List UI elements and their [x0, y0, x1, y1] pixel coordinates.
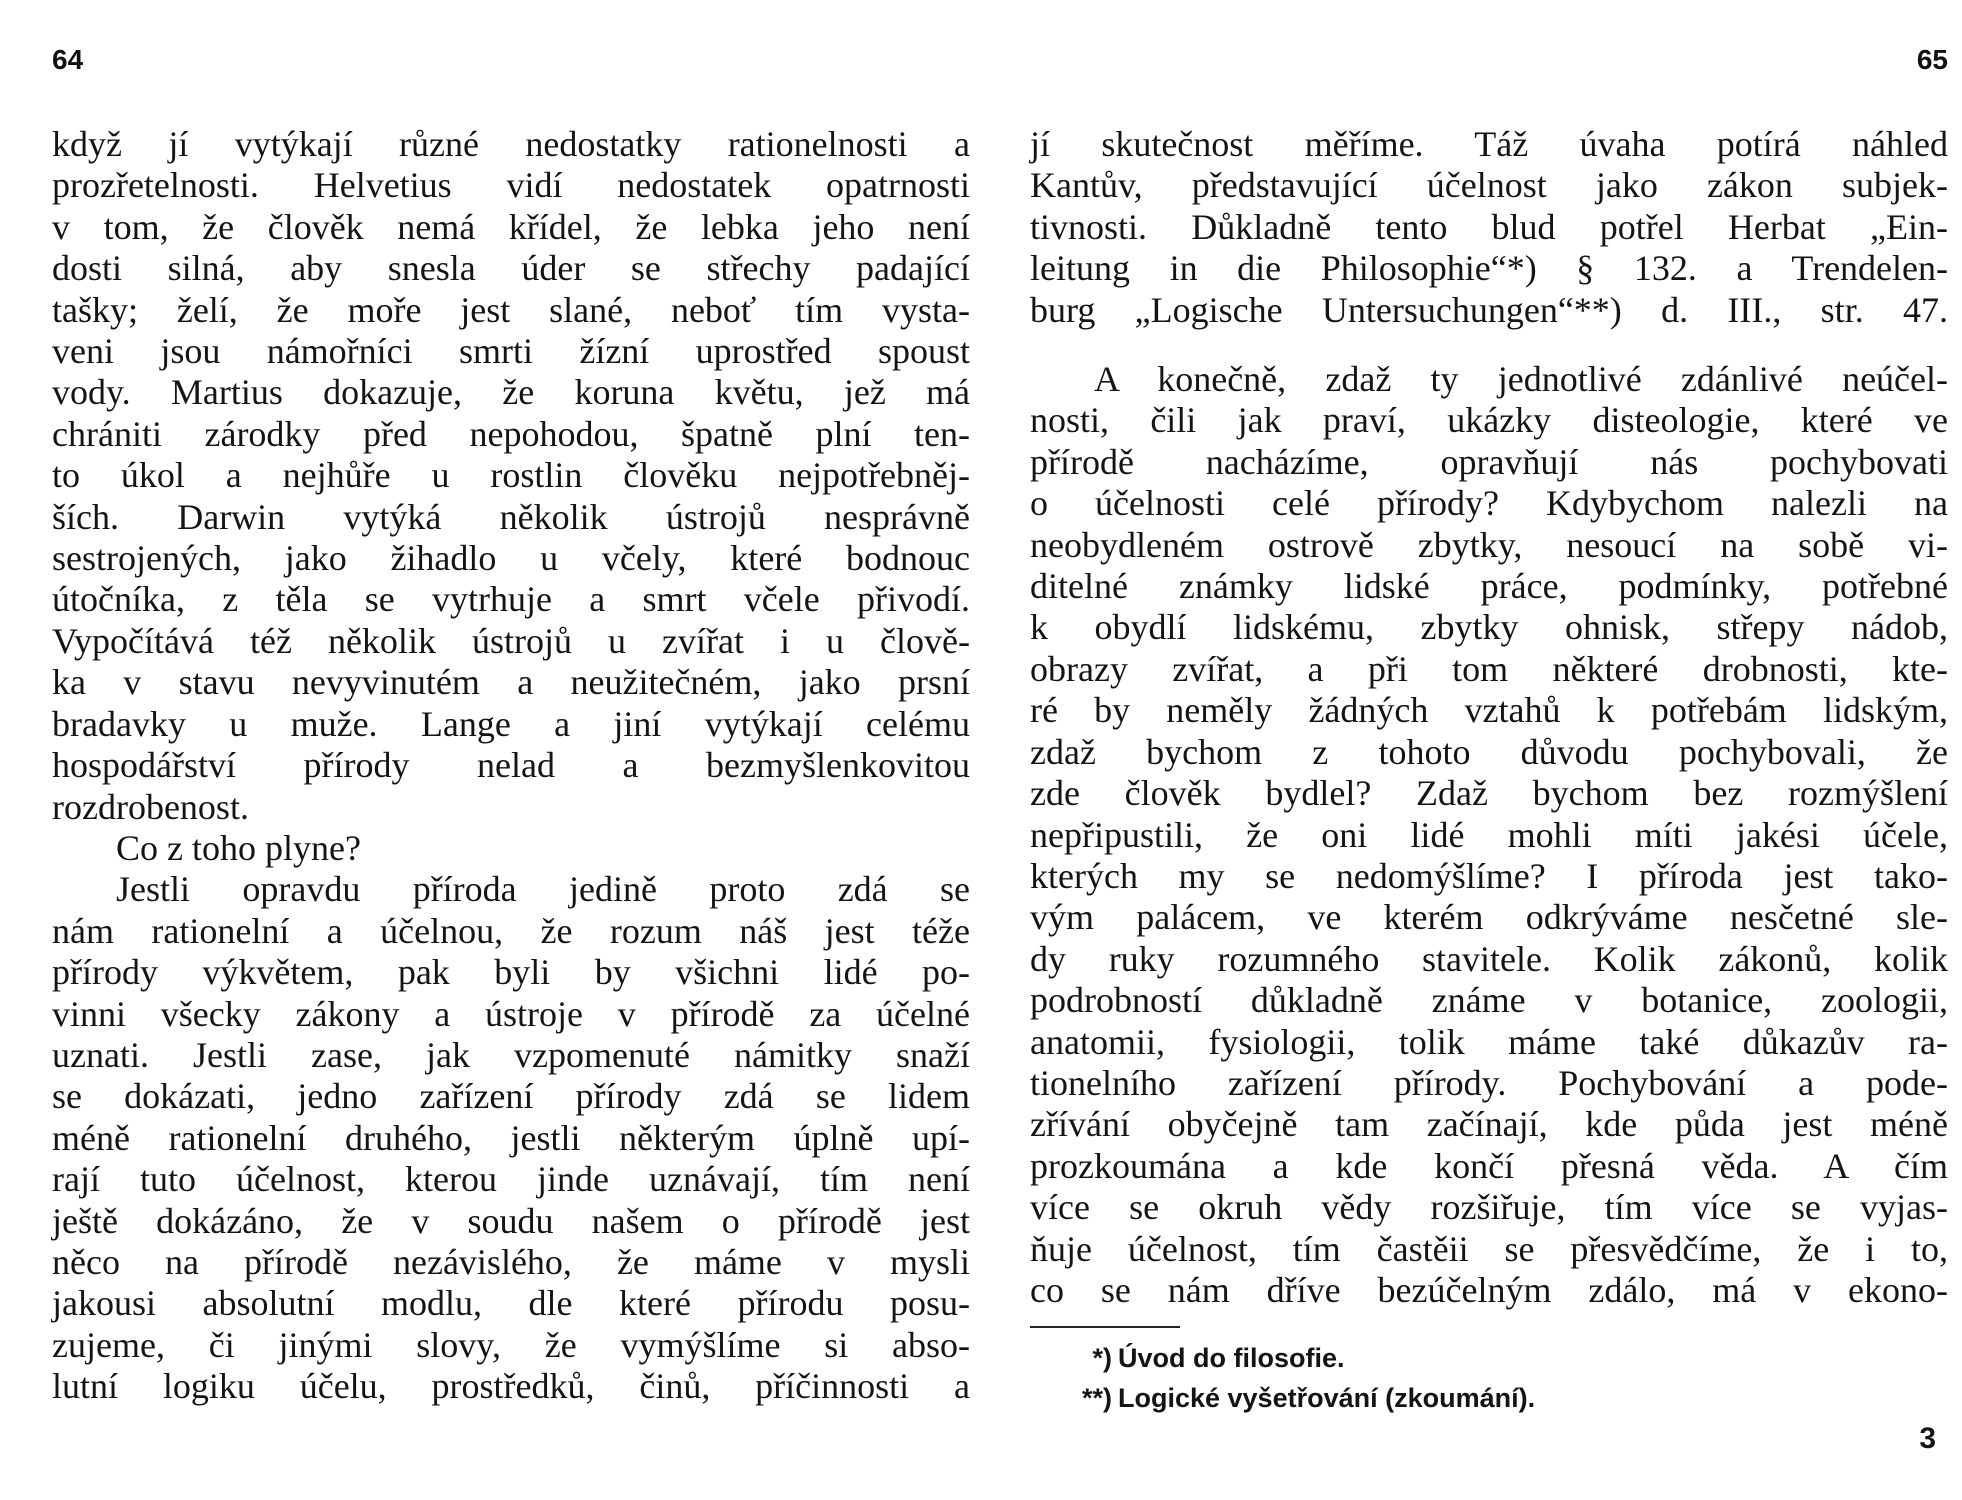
text-line: prozkoumána a kde končí přesná věda. A čím — [1030, 1145, 1948, 1186]
footnote — [1064, 1338, 1535, 1378]
text-line: nepřipustili, že oni lidé mohli míti jakési účele, — [1030, 814, 1948, 855]
text-line: rozdrobenost. — [52, 786, 249, 827]
text-line: se dokázati, jedno zařízení přírody zdá se lidem — [52, 1076, 970, 1117]
text-line: útočníka, z těla se vytrhuje a smrt včele přivodí. — [52, 579, 970, 620]
text-line: to úkol a nejhůře u rostlin člověku nejpotřebněj- — [52, 455, 970, 496]
text-line: leitung in die Philosophie“*) § 132. a Trendelen- — [1030, 248, 1948, 289]
text-line: jakousi absolutní modlu, dle které přírodu posu- — [52, 1283, 970, 1324]
text-line: vým palácem, ve kterém odkrýváme nesčetné sle- — [1030, 897, 1948, 938]
text-line: hospodářství přírody nelad a bezmyšlenkovitou — [52, 745, 970, 786]
text-line: bradavky u muže. Lange a jiní vytýkají celému — [52, 703, 970, 744]
text-line: Co z toho plyne? — [116, 827, 361, 868]
text-line: zdaž bychom z tohoto důvodu pochybovali, že — [1030, 731, 1948, 772]
text-line: ňuje účelnost, tím častěii se přesvědčíme, že i to, — [1030, 1228, 1948, 1269]
text-line: tivnosti. Důkladně tento blud potřel Herbat „Ein- — [1030, 206, 1948, 247]
text-line: vody. Martius dokazuje, že koruna květu, jež má — [52, 372, 970, 413]
text-line: A konečně, zdaž ty jednotlivé zdánlivé neúčel- — [1094, 359, 1948, 400]
text-line: neobydleném ostrově zbytky, nesoucí na sobě vi- — [1030, 524, 1948, 565]
text-line: k obydlí lidskému, zbytky ohnisk, střepy nádob, — [1030, 607, 1948, 648]
text-line: o účelnosti celé přírody? Kdybychom nalezli na — [1030, 483, 1948, 524]
text-line: zde člověk bydlel? Zdaž bychom bez rozmýšlení — [1030, 773, 1948, 814]
text-line: anatomii, fysiologii, tolik máme také důkazův ra- — [1030, 1021, 1948, 1062]
text-line: dosti silná, aby snesla úder se střechy padající — [52, 248, 970, 289]
right-page-body — [1030, 124, 1948, 1311]
text-line: vinni všecky zákony a ústroje v přírodě za účelné — [52, 993, 970, 1034]
footnote-text: Úvod do filosofie. — [1118, 1343, 1345, 1373]
text-line: obrazy zvířat, a při tom některé drobnosti, kte- — [1030, 648, 1948, 689]
footnote-mark: *) — [1092, 1343, 1112, 1373]
text-line: v tom, že člověk nemá křídel, že lebka jeho není — [52, 206, 970, 247]
right-page — [1030, 0, 1948, 1500]
text-line: chrániti zárodky před nepohodou, špatně plní ten- — [52, 413, 970, 454]
text-line: veni jsou námořníci smrti žízní uprostřed spoust — [52, 331, 970, 372]
left-page — [52, 0, 970, 1500]
text-line: tionelního zařízení přírody. Pochybování a pode- — [1030, 1062, 1948, 1103]
text-line: sestrojených, jako žihadlo u včely, které bodnouc — [52, 538, 970, 579]
footnote-text: Logické vyšetřování (zkoumání). — [1118, 1383, 1536, 1413]
text-line: rají tuto účelnost, kterou jinde uznávají, tím není — [52, 1159, 970, 1200]
footnote — [1064, 1378, 1535, 1418]
text-line: něco na přírodě nezávislého, že máme v mysli — [52, 1241, 970, 1282]
text-line: tašky; želí, že moře jest slané, neboť tím vysta- — [52, 289, 970, 330]
text-line: přírodě nacházíme, opravňují nás pochybovati — [1030, 441, 1948, 482]
text-line: zřívání obyčejně tam začínají, kde půda jest méně — [1030, 1104, 1948, 1145]
text-line: ditelné známky lidské práce, podmínky, potřebné — [1030, 566, 1948, 607]
text-line: Jestli opravdu příroda jedině proto zdá se — [116, 869, 970, 910]
footnote-rule — [1030, 1326, 1180, 1328]
footnotes — [1064, 1338, 1535, 1418]
footnote-mark: **) — [1081, 1383, 1112, 1413]
text-line: ších. Darwin vytýká několik ústrojů nesprávně — [52, 496, 970, 537]
text-line: prozřetelnosti. Helvetius vidí nedostatek opatrnosti — [52, 165, 970, 206]
text-line: lutní logiku účelu, prostředků, činů, příčinnosti a — [52, 1366, 970, 1407]
text-line: Vypočítává též několik ústrojů u zvířat i u člově- — [52, 620, 970, 661]
text-line: ještě dokázáno, že v soudu našem o přírodě jest — [52, 1200, 970, 1241]
text-line: ré by neměly žádných vztahů k potřebám lidským, — [1030, 690, 1948, 731]
left-page-body — [52, 124, 970, 1408]
text-line: podrobností důkladně známe v botanice, zoologii, — [1030, 980, 1948, 1021]
text-line: Kantův, představující účelnost jako zákon subjek- — [1030, 165, 1948, 206]
text-line: uznati. Jestli zase, jak vzpomenuté námitky snaží — [52, 1034, 970, 1075]
text-line: dy ruky rozumného stavitele. Kolik zákonů, kolik — [1030, 938, 1948, 979]
page-number-left: 64 — [52, 44, 84, 75]
text-line: co se nám dříve bezúčelným zdálo, má v ekono- — [1030, 1269, 1948, 1310]
text-line: přírody výkvětem, pak byli by všichni lidé po- — [52, 952, 970, 993]
text-line: když jí vytýkají různé nedostatky rationelnosti a — [52, 124, 970, 164]
text-line: kterých my se nedomýšlíme? I příroda jest tako- — [1030, 855, 1948, 896]
text-line: více se okruh vědy rozšiřuje, tím více se vyjas- — [1030, 1187, 1948, 1228]
text-line: ka v stavu nevyvinutém a neužitečném, jako prsní — [52, 662, 970, 703]
text-line: méně rationelní druhého, jestli některým úplně upí- — [52, 1117, 970, 1158]
text-line: nosti, čili jak praví, ukázky disteologie, které ve — [1030, 400, 1948, 441]
page-number-right: 65 — [1916, 44, 1948, 75]
text-line: jí skutečnost měříme. Táž úvaha potírá náhled — [1030, 124, 1948, 164]
text-line: nám rationelní a účelnou, že rozum náš jest téže — [52, 910, 970, 951]
signature-mark: 3 — [1919, 1422, 1936, 1455]
text-line: burg „Logische Untersuchungen“**) d. III., str. 47. — [1030, 289, 1948, 330]
text-line: zujeme, či jinými slovy, že vymýšlíme si abso- — [52, 1324, 970, 1365]
